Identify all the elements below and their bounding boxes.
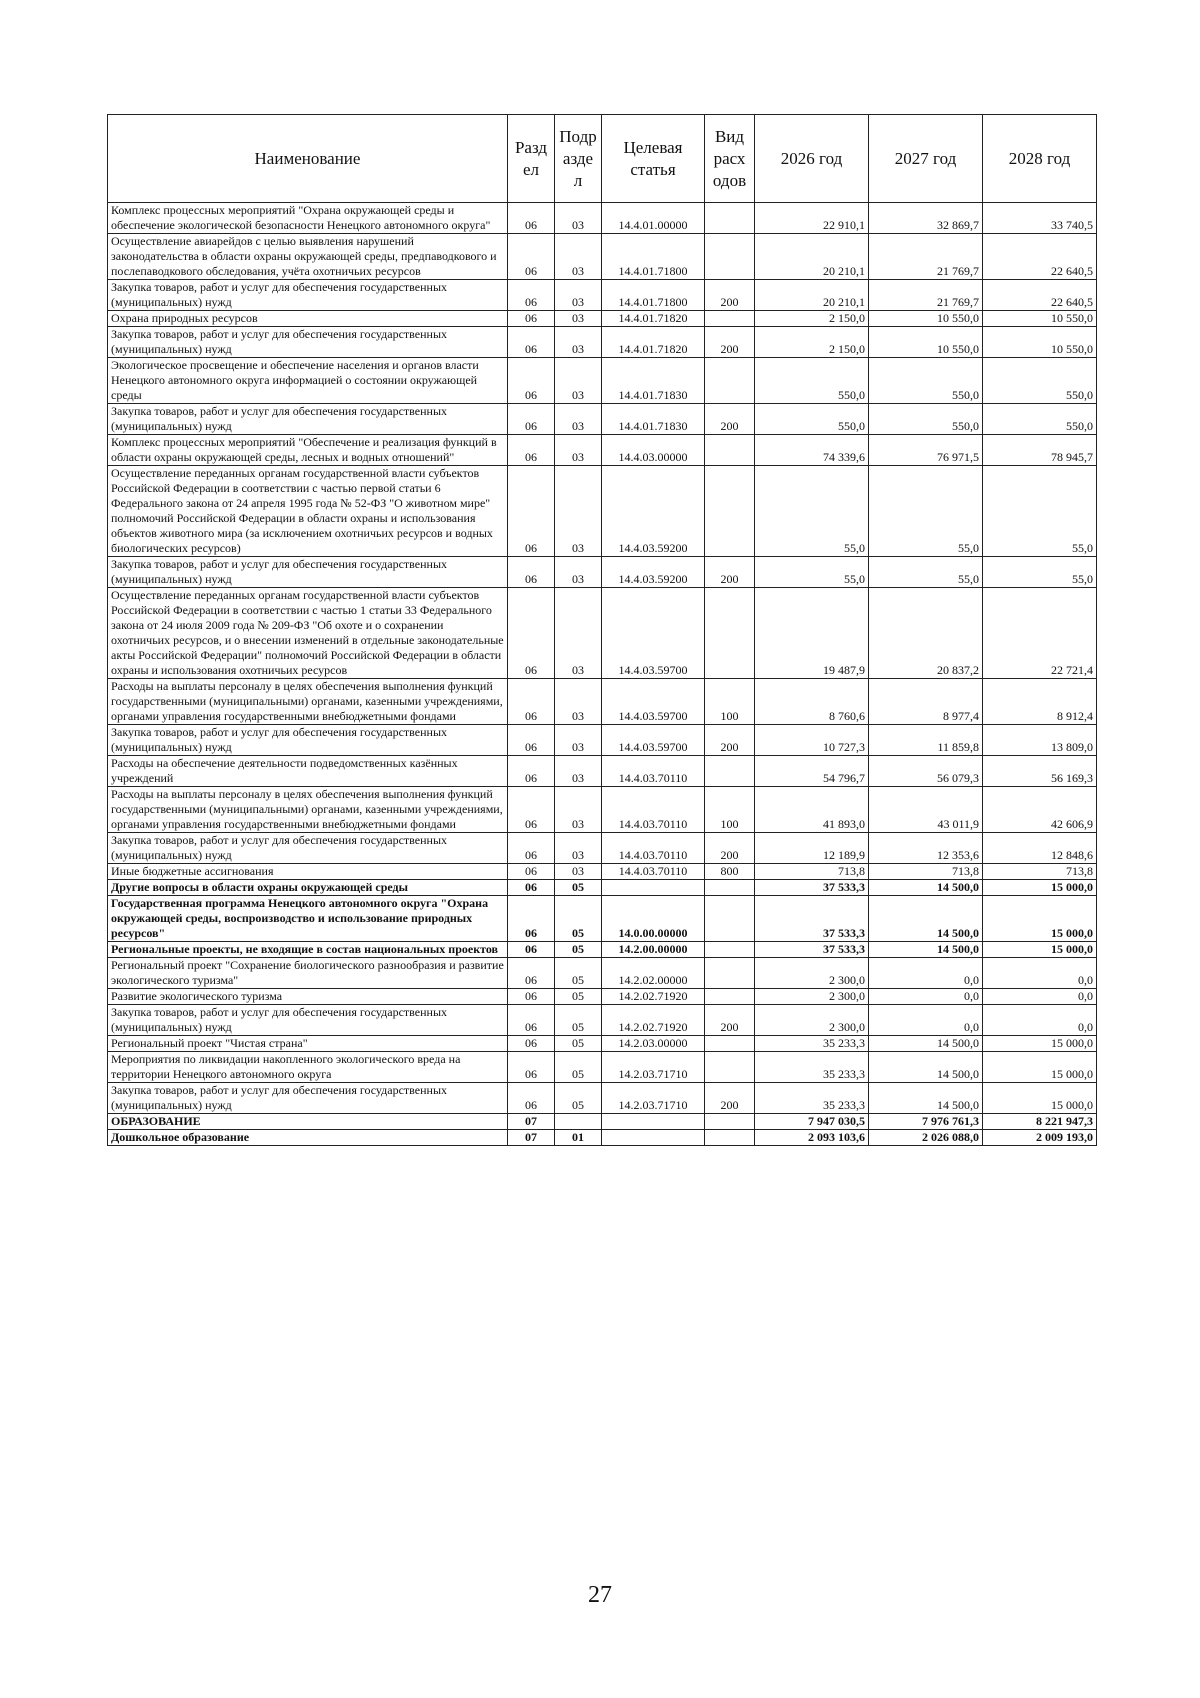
vid-raskhodov-cell xyxy=(705,1114,755,1130)
row-name-cell: Другие вопросы в области охраны окружающей среды xyxy=(108,880,508,896)
table-row xyxy=(108,989,1097,1005)
tselevaya-statya-cell: 14.4.01.71820 xyxy=(602,311,705,327)
row-name-cell: ОБРАЗОВАНИЕ xyxy=(108,1114,508,1130)
vid-raskhodov-cell xyxy=(705,588,755,679)
row-name-cell: Иные бюджетные ассигнования xyxy=(108,864,508,880)
amount-2027-cell: 14 500,0 xyxy=(869,1052,983,1083)
amount-2027-cell: 11 859,8 xyxy=(869,725,983,756)
podrazdel-cell: 03 xyxy=(555,588,602,679)
tselevaya-statya-cell: 14.4.03.70110 xyxy=(602,756,705,787)
row-name-cell: Мероприятия по ликвидации накопленного экологического вреда на территории Ненецкого автономного округа xyxy=(108,1052,508,1083)
tselevaya-statya-cell: 14.4.01.71830 xyxy=(602,358,705,404)
razdel-cell: 06 xyxy=(508,404,555,435)
amount-2028-cell: 22 721,4 xyxy=(983,588,1097,679)
amount-2028-cell: 56 169,3 xyxy=(983,756,1097,787)
table-row xyxy=(108,1005,1097,1036)
row-name-cell: Осуществление переданных органам государственной власти субъектов Российской Федерации в соответствии с частью 1 статьи 33 Федерального закона от 24 июля 2009 года № 209-ФЗ "Об охоте и о сохранении охотничьих ресурсов, и о внесении изменений в отдельные законодательные акты Российской Федерации" полномочий Российской Федерации в области охраны и использования охотничьих ресурсов xyxy=(108,588,508,679)
tselevaya-statya-cell: 14.4.03.70110 xyxy=(602,864,705,880)
amount-2028-cell: 33 740,5 xyxy=(983,203,1097,234)
amount-2026-cell: 35 233,3 xyxy=(755,1083,869,1114)
amount-2028-cell: 713,8 xyxy=(983,864,1097,880)
row-name-cell: Развитие экологического туризма xyxy=(108,989,508,1005)
row-name-cell: Экологическое просвещение и обеспечение населения и органов власти Ненецкого автономного округа информацией о состоянии окружающей среды xyxy=(108,358,508,404)
amount-2027-cell: 550,0 xyxy=(869,404,983,435)
tselevaya-statya-cell: 14.0.00.00000 xyxy=(602,896,705,942)
table-row xyxy=(108,404,1097,435)
header-podrazdel: Подр азде л xyxy=(555,115,602,203)
amount-2026-cell: 2 300,0 xyxy=(755,958,869,989)
amount-2027-cell: 713,8 xyxy=(869,864,983,880)
amount-2027-cell: 43 011,9 xyxy=(869,787,983,833)
table-row xyxy=(108,880,1097,896)
amount-2027-cell: 21 769,7 xyxy=(869,280,983,311)
tselevaya-statya-cell xyxy=(602,880,705,896)
razdel-cell: 06 xyxy=(508,833,555,864)
amount-2027-cell: 20 837,2 xyxy=(869,588,983,679)
header-year-2027: 2027 год xyxy=(869,115,983,203)
amount-2027-cell: 0,0 xyxy=(869,989,983,1005)
header-vid-raskhodov: Вид расх одов xyxy=(705,115,755,203)
amount-2026-cell: 550,0 xyxy=(755,358,869,404)
amount-2026-cell: 55,0 xyxy=(755,466,869,557)
amount-2027-cell: 32 869,7 xyxy=(869,203,983,234)
amount-2027-cell: 8 977,4 xyxy=(869,679,983,725)
row-name-cell: Государственная программа Ненецкого автономного округа "Охрана окружающей среды, воспроизводство и использование природных ресурсов" xyxy=(108,896,508,942)
amount-2026-cell: 74 339,6 xyxy=(755,435,869,466)
vid-raskhodov-cell xyxy=(705,1052,755,1083)
amount-2028-cell: 15 000,0 xyxy=(983,896,1097,942)
table-row xyxy=(108,1130,1097,1146)
table-row xyxy=(108,864,1097,880)
razdel-cell: 07 xyxy=(508,1130,555,1146)
amount-2028-cell: 13 809,0 xyxy=(983,725,1097,756)
table-row xyxy=(108,588,1097,679)
amount-2028-cell: 8 221 947,3 xyxy=(983,1114,1097,1130)
amount-2028-cell: 12 848,6 xyxy=(983,833,1097,864)
table-row xyxy=(108,756,1097,787)
podrazdel-cell: 03 xyxy=(555,725,602,756)
vid-raskhodov-cell: 200 xyxy=(705,1083,755,1114)
table-row xyxy=(108,358,1097,404)
table-row xyxy=(108,896,1097,942)
amount-2027-cell: 14 500,0 xyxy=(869,896,983,942)
table-row xyxy=(108,234,1097,280)
header-year-2028: 2028 год xyxy=(983,115,1097,203)
razdel-cell: 07 xyxy=(508,1114,555,1130)
table-row xyxy=(108,833,1097,864)
vid-raskhodov-cell: 100 xyxy=(705,679,755,725)
razdel-cell: 06 xyxy=(508,989,555,1005)
vid-raskhodov-cell xyxy=(705,756,755,787)
podrazdel-cell: 03 xyxy=(555,234,602,280)
row-name-cell: Региональный проект "Чистая страна" xyxy=(108,1036,508,1052)
razdel-cell: 06 xyxy=(508,942,555,958)
razdel-cell: 06 xyxy=(508,1052,555,1083)
amount-2027-cell: 56 079,3 xyxy=(869,756,983,787)
amount-2027-cell: 7 976 761,3 xyxy=(869,1114,983,1130)
amount-2027-cell: 550,0 xyxy=(869,358,983,404)
amount-2026-cell: 550,0 xyxy=(755,404,869,435)
vid-raskhodov-cell: 200 xyxy=(705,280,755,311)
podrazdel-cell: 03 xyxy=(555,327,602,358)
vid-raskhodov-cell xyxy=(705,358,755,404)
podrazdel-cell: 03 xyxy=(555,358,602,404)
vid-raskhodov-cell xyxy=(705,942,755,958)
amount-2026-cell: 2 300,0 xyxy=(755,1005,869,1036)
razdel-cell: 06 xyxy=(508,311,555,327)
table-row xyxy=(108,1036,1097,1052)
razdel-cell: 06 xyxy=(508,896,555,942)
vid-raskhodov-cell: 200 xyxy=(705,404,755,435)
row-name-cell: Региональный проект "Сохранение биологического разнообразия и развитие экологического туризма" xyxy=(108,958,508,989)
tselevaya-statya-cell: 14.4.03.00000 xyxy=(602,435,705,466)
amount-2027-cell: 14 500,0 xyxy=(869,880,983,896)
amount-2027-cell: 55,0 xyxy=(869,557,983,588)
amount-2028-cell: 55,0 xyxy=(983,466,1097,557)
row-name-cell: Осуществление авиарейдов с целью выявления нарушений законодательства в области охраны окружающей среды, предпаводкового и послепаводкового обследования, учёта охотничьих ресурсов xyxy=(108,234,508,280)
razdel-cell: 06 xyxy=(508,1005,555,1036)
table-row xyxy=(108,942,1097,958)
podrazdel-cell: 05 xyxy=(555,942,602,958)
row-name-cell: Комплекс процессных мероприятий "Обеспечение и реализация функций в области охраны окружающей среды, лесных и водных отношений" xyxy=(108,435,508,466)
row-name-cell: Закупка товаров, работ и услуг для обеспечения государственных (муниципальных) нужд xyxy=(108,404,508,435)
tselevaya-statya-cell: 14.2.03.71710 xyxy=(602,1052,705,1083)
amount-2027-cell: 10 550,0 xyxy=(869,327,983,358)
razdel-cell: 06 xyxy=(508,234,555,280)
amount-2028-cell: 2 009 193,0 xyxy=(983,1130,1097,1146)
amount-2026-cell: 22 910,1 xyxy=(755,203,869,234)
amount-2028-cell: 15 000,0 xyxy=(983,1083,1097,1114)
vid-raskhodov-cell: 100 xyxy=(705,787,755,833)
razdel-cell: 06 xyxy=(508,787,555,833)
row-name-cell: Закупка товаров, работ и услуг для обеспечения государственных (муниципальных) нужд xyxy=(108,557,508,588)
amount-2028-cell: 15 000,0 xyxy=(983,1036,1097,1052)
tselevaya-statya-cell: 14.4.01.00000 xyxy=(602,203,705,234)
row-name-cell: Дошкольное образование xyxy=(108,1130,508,1146)
tselevaya-statya-cell xyxy=(602,1130,705,1146)
razdel-cell: 06 xyxy=(508,327,555,358)
razdel-cell: 06 xyxy=(508,725,555,756)
tselevaya-statya-cell: 14.4.01.71820 xyxy=(602,327,705,358)
podrazdel-cell: 03 xyxy=(555,311,602,327)
podrazdel-cell: 05 xyxy=(555,989,602,1005)
row-name-cell: Региональные проекты, не входящие в состав национальных проектов xyxy=(108,942,508,958)
podrazdel-cell xyxy=(555,1114,602,1130)
razdel-cell: 06 xyxy=(508,679,555,725)
row-name-cell: Закупка товаров, работ и услуг для обеспечения государственных (муниципальных) нужд xyxy=(108,327,508,358)
row-name-cell: Расходы на выплаты персоналу в целях обеспечения выполнения функций государственными (муниципальными) органами, казенными учреждениями, органами управления государственными внебюджетными фондами xyxy=(108,787,508,833)
podrazdel-cell: 05 xyxy=(555,1036,602,1052)
budget-table xyxy=(107,114,1097,1146)
tselevaya-statya-cell: 14.4.01.71800 xyxy=(602,280,705,311)
razdel-cell: 06 xyxy=(508,1036,555,1052)
amount-2027-cell: 2 026 088,0 xyxy=(869,1130,983,1146)
amount-2026-cell: 2 300,0 xyxy=(755,989,869,1005)
tselevaya-statya-cell: 14.2.00.00000 xyxy=(602,942,705,958)
podrazdel-cell: 03 xyxy=(555,679,602,725)
podrazdel-cell: 03 xyxy=(555,435,602,466)
podrazdel-cell: 05 xyxy=(555,1052,602,1083)
podrazdel-cell: 03 xyxy=(555,466,602,557)
amount-2028-cell: 550,0 xyxy=(983,404,1097,435)
amount-2028-cell: 550,0 xyxy=(983,358,1097,404)
tselevaya-statya-cell: 14.4.03.70110 xyxy=(602,833,705,864)
razdel-cell: 06 xyxy=(508,435,555,466)
amount-2026-cell: 35 233,3 xyxy=(755,1052,869,1083)
podrazdel-cell: 03 xyxy=(555,756,602,787)
vid-raskhodov-cell xyxy=(705,234,755,280)
tselevaya-statya-cell: 14.2.02.71920 xyxy=(602,989,705,1005)
amount-2026-cell: 713,8 xyxy=(755,864,869,880)
podrazdel-cell: 03 xyxy=(555,404,602,435)
razdel-cell: 06 xyxy=(508,466,555,557)
amount-2027-cell: 14 500,0 xyxy=(869,1036,983,1052)
table-row xyxy=(108,203,1097,234)
amount-2028-cell: 22 640,5 xyxy=(983,234,1097,280)
amount-2028-cell: 78 945,7 xyxy=(983,435,1097,466)
amount-2027-cell: 14 500,0 xyxy=(869,942,983,958)
vid-raskhodov-cell xyxy=(705,958,755,989)
table-row xyxy=(108,1114,1097,1130)
amount-2026-cell: 54 796,7 xyxy=(755,756,869,787)
razdel-cell: 06 xyxy=(508,358,555,404)
table-row xyxy=(108,725,1097,756)
amount-2026-cell: 2 093 103,6 xyxy=(755,1130,869,1146)
vid-raskhodov-cell: 200 xyxy=(705,327,755,358)
tselevaya-statya-cell: 14.2.02.00000 xyxy=(602,958,705,989)
amount-2027-cell: 12 353,6 xyxy=(869,833,983,864)
table-row xyxy=(108,466,1097,557)
amount-2026-cell: 2 150,0 xyxy=(755,327,869,358)
razdel-cell: 06 xyxy=(508,1083,555,1114)
amount-2028-cell: 0,0 xyxy=(983,958,1097,989)
table-row xyxy=(108,327,1097,358)
podrazdel-cell: 05 xyxy=(555,1083,602,1114)
amount-2028-cell: 15 000,0 xyxy=(983,880,1097,896)
table-row xyxy=(108,1083,1097,1114)
amount-2027-cell: 14 500,0 xyxy=(869,1083,983,1114)
amount-2026-cell: 19 487,9 xyxy=(755,588,869,679)
tselevaya-statya-cell: 14.4.03.59200 xyxy=(602,466,705,557)
vid-raskhodov-cell: 200 xyxy=(705,557,755,588)
razdel-cell: 06 xyxy=(508,203,555,234)
razdel-cell: 06 xyxy=(508,880,555,896)
table-row xyxy=(108,280,1097,311)
header-razdel: Разд ел xyxy=(508,115,555,203)
amount-2028-cell: 0,0 xyxy=(983,989,1097,1005)
amount-2026-cell: 35 233,3 xyxy=(755,1036,869,1052)
amount-2027-cell: 0,0 xyxy=(869,1005,983,1036)
vid-raskhodov-cell xyxy=(705,203,755,234)
tselevaya-statya-cell: 14.2.03.71710 xyxy=(602,1083,705,1114)
amount-2026-cell: 10 727,3 xyxy=(755,725,869,756)
vid-raskhodov-cell xyxy=(705,880,755,896)
razdel-cell: 06 xyxy=(508,756,555,787)
amount-2026-cell: 20 210,1 xyxy=(755,234,869,280)
table-row xyxy=(108,435,1097,466)
podrazdel-cell: 03 xyxy=(555,557,602,588)
tselevaya-statya-cell: 14.4.03.70110 xyxy=(602,787,705,833)
table-row xyxy=(108,787,1097,833)
row-name-cell: Расходы на выплаты персоналу в целях обеспечения выполнения функций государственными (муниципальными) органами, казенными учреждениями, органами управления государственными внебюджетными фондами xyxy=(108,679,508,725)
row-name-cell: Закупка товаров, работ и услуг для обеспечения государственных (муниципальных) нужд xyxy=(108,1005,508,1036)
amount-2026-cell: 12 189,9 xyxy=(755,833,869,864)
row-name-cell: Закупка товаров, работ и услуг для обеспечения государственных (муниципальных) нужд xyxy=(108,1083,508,1114)
vid-raskhodov-cell xyxy=(705,435,755,466)
amount-2027-cell: 21 769,7 xyxy=(869,234,983,280)
amount-2028-cell: 10 550,0 xyxy=(983,311,1097,327)
podrazdel-cell: 05 xyxy=(555,1005,602,1036)
amount-2028-cell: 15 000,0 xyxy=(983,1052,1097,1083)
amount-2028-cell: 55,0 xyxy=(983,557,1097,588)
podrazdel-cell: 03 xyxy=(555,280,602,311)
vid-raskhodov-cell: 200 xyxy=(705,1005,755,1036)
amount-2026-cell: 7 947 030,5 xyxy=(755,1114,869,1130)
amount-2027-cell: 55,0 xyxy=(869,466,983,557)
razdel-cell: 06 xyxy=(508,280,555,311)
row-name-cell: Расходы на обеспечение деятельности подведомственных казённых учреждений xyxy=(108,756,508,787)
tselevaya-statya-cell: 14.4.03.59200 xyxy=(602,557,705,588)
amount-2026-cell: 2 150,0 xyxy=(755,311,869,327)
table-header-row xyxy=(108,115,1097,203)
podrazdel-cell: 03 xyxy=(555,203,602,234)
vid-raskhodov-cell xyxy=(705,989,755,1005)
podrazdel-cell: 03 xyxy=(555,864,602,880)
table-row xyxy=(108,679,1097,725)
tselevaya-statya-cell: 14.2.02.71920 xyxy=(602,1005,705,1036)
amount-2028-cell: 15 000,0 xyxy=(983,942,1097,958)
header-year-2026: 2026 год xyxy=(755,115,869,203)
header-name: Наименование xyxy=(108,115,508,203)
tselevaya-statya-cell: 14.4.03.59700 xyxy=(602,679,705,725)
amount-2027-cell: 10 550,0 xyxy=(869,311,983,327)
row-name-cell: Осуществление переданных органам государственной власти субъектов Российской Федерации в соответствии с частью первой статьи 6 Федерального закона от 24 апреля 1995 года № 52-ФЗ "О животном мире" полномочий Российской Федерации в области охраны и использования объектов животного мира (за исключением охотничьих ресурсов и водных биологических ресурсов) xyxy=(108,466,508,557)
amount-2028-cell: 8 912,4 xyxy=(983,679,1097,725)
row-name-cell: Охрана природных ресурсов xyxy=(108,311,508,327)
amount-2027-cell: 76 971,5 xyxy=(869,435,983,466)
table-body xyxy=(108,203,1097,1146)
razdel-cell: 06 xyxy=(508,588,555,679)
amount-2028-cell: 22 640,5 xyxy=(983,280,1097,311)
razdel-cell: 06 xyxy=(508,557,555,588)
amount-2026-cell: 20 210,1 xyxy=(755,280,869,311)
amount-2028-cell: 0,0 xyxy=(983,1005,1097,1036)
tselevaya-statya-cell: 14.4.01.71800 xyxy=(602,234,705,280)
amount-2026-cell: 55,0 xyxy=(755,557,869,588)
table-row xyxy=(108,557,1097,588)
header-tselevaya-statya: Целевая статья xyxy=(602,115,705,203)
row-name-cell: Закупка товаров, работ и услуг для обеспечения государственных (муниципальных) нужд xyxy=(108,725,508,756)
podrazdel-cell: 03 xyxy=(555,787,602,833)
vid-raskhodov-cell xyxy=(705,1130,755,1146)
vid-raskhodov-cell: 200 xyxy=(705,725,755,756)
tselevaya-statya-cell: 14.4.03.59700 xyxy=(602,725,705,756)
row-name-cell: Комплекс процессных мероприятий "Охрана окружающей среды и обеспечение экологической безопасности Ненецкого автономного округа" xyxy=(108,203,508,234)
row-name-cell: Закупка товаров, работ и услуг для обеспечения государственных (муниципальных) нужд xyxy=(108,280,508,311)
vid-raskhodov-cell: 200 xyxy=(705,833,755,864)
amount-2026-cell: 41 893,0 xyxy=(755,787,869,833)
vid-raskhodov-cell: 800 xyxy=(705,864,755,880)
amount-2026-cell: 8 760,6 xyxy=(755,679,869,725)
tselevaya-statya-cell: 14.4.01.71830 xyxy=(602,404,705,435)
vid-raskhodov-cell xyxy=(705,1036,755,1052)
podrazdel-cell: 03 xyxy=(555,833,602,864)
page-number: 27 xyxy=(588,1582,612,1608)
razdel-cell: 06 xyxy=(508,958,555,989)
table-row xyxy=(108,311,1097,327)
vid-raskhodov-cell xyxy=(705,311,755,327)
podrazdel-cell: 05 xyxy=(555,896,602,942)
amount-2028-cell: 10 550,0 xyxy=(983,327,1097,358)
podrazdel-cell: 01 xyxy=(555,1130,602,1146)
amount-2026-cell: 37 533,3 xyxy=(755,896,869,942)
tselevaya-statya-cell: 14.4.03.59700 xyxy=(602,588,705,679)
amount-2027-cell: 0,0 xyxy=(869,958,983,989)
razdel-cell: 06 xyxy=(508,864,555,880)
row-name-cell: Закупка товаров, работ и услуг для обеспечения государственных (муниципальных) нужд xyxy=(108,833,508,864)
tselevaya-statya-cell xyxy=(602,1114,705,1130)
vid-raskhodov-cell xyxy=(705,896,755,942)
podrazdel-cell: 05 xyxy=(555,958,602,989)
table-row xyxy=(108,1052,1097,1083)
amount-2026-cell: 37 533,3 xyxy=(755,880,869,896)
tselevaya-statya-cell: 14.2.03.00000 xyxy=(602,1036,705,1052)
table-row xyxy=(108,958,1097,989)
amount-2026-cell: 37 533,3 xyxy=(755,942,869,958)
podrazdel-cell: 05 xyxy=(555,880,602,896)
vid-raskhodov-cell xyxy=(705,466,755,557)
amount-2028-cell: 42 606,9 xyxy=(983,787,1097,833)
